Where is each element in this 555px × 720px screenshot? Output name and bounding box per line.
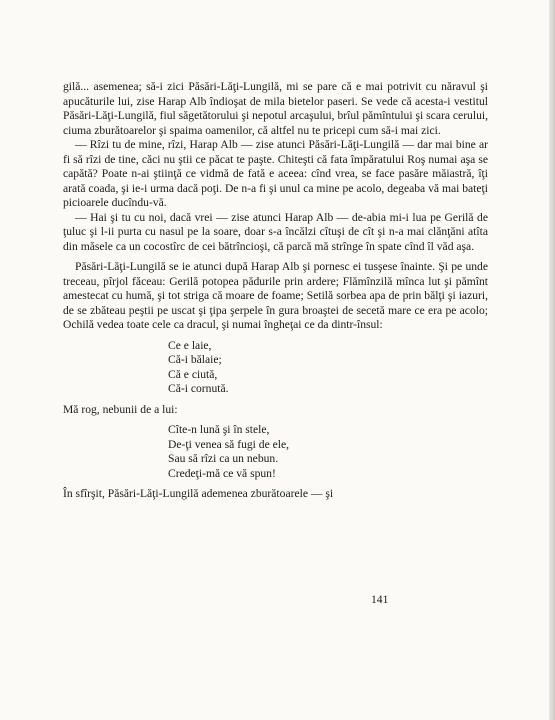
closing-line: În sfîrşit, Păsări-Lăţi-Lungilă ademenea zburătoarele — şi [63,487,334,500]
paragraph-4: Păsări-Lăţi-Lungilă se ie atunci după Harap Alb şi pornesc ei tusşese înainte. Şi pe unde treceau, pîrjol făceau: Gerilă potopea pădurile prin ardere; Flămînzilă mînca lut şi pămînt amestecat cu humă, şi tot striga că moare de foame; Setilă sorbea apa de prin bălţi şi iazuri, de se zbăteau peştii pe uscat şi ţipa şerpele în gura broaştei de secetă mare ce era pe acolo; Ochilă vedea toate cele ca dracul, şi numai îngheţai ce da dintr-însul: [63,260,488,331]
verse-line: Că e ciută, [168,367,218,381]
verse-stanza-2 [168,423,488,481]
paragraph-2: — Rîzi tu de mine, rîzi, Harap Alb — zise atunci Păsări-Lăţi-Lungilă — dar mai bine ar fi să rîzi de tine, căci nu ştii ce păcat te paşte. Chiteşti că fata împăratului Roş numai aşa se capătă? Poate n-ai ştiinţă ce vidmă de fată e aceea: cînd vrea, se face pasăre măiastră, îţi arată coada, şi ie-i urma dacă poţi. De n-a fi şi unul ca mine pe acolo, degeaba vă mai bateţi picioarele ducîndu-vă. [63,138,488,209]
verse-line: Ce e laie, [168,338,212,352]
verse-line: Că-i cornută. [168,382,229,395]
paragraph-1: gilă... asemenea; să-i zici Păsări-Lăţi-Lungilă, mi se pare că e mai potrivit cu năravul şi apucăturile lui, zise Harap Alb îndioşat de mila bietelor paseri. Se vede că acesta-i vestitul Păsări-Lăţi-Lungilă, fiul săgetătorului şi nepotul arcaşului, brîul pămîntului şi scara cerului, ciuma zburătoarelor şi spaima oamenilor, că altfel nu te pricepi cum să-i mai zici. [63,80,488,137]
verse-line: Cîte-n lună şi în stele, [168,423,270,436]
verse-stanza-1 [168,339,488,397]
interlude-line: Mă rog, nebunii de a lui: [63,402,178,416]
verse-line: De-ţi venea să fugi de ele, [168,437,290,451]
main-text [63,80,488,502]
verse-line: Sau să rîzi ca un nebun. [168,452,279,465]
paragraph-3: — Hai şi tu cu noi, dacă vrei — zise atunci Harap Alb — de-abia mi-i lua pe Gerilă de ţuluc şi l-ii purta cu nasul pe la soare, doar s-a încălzi cîtuşi de cît şi n-a mai clănţăni atîta din măsele ca un cocostîrc de cei bătrîncioşi, că parcă mă strînge în spate cînd îl văd aşa. [63,210,488,253]
page-edge-shadow [549,0,555,720]
verse-line: Credeţi-mă ce vă spun! [168,466,276,480]
verse-line: Că-i bălaie; [168,353,222,366]
page-number: 141 [371,593,389,606]
